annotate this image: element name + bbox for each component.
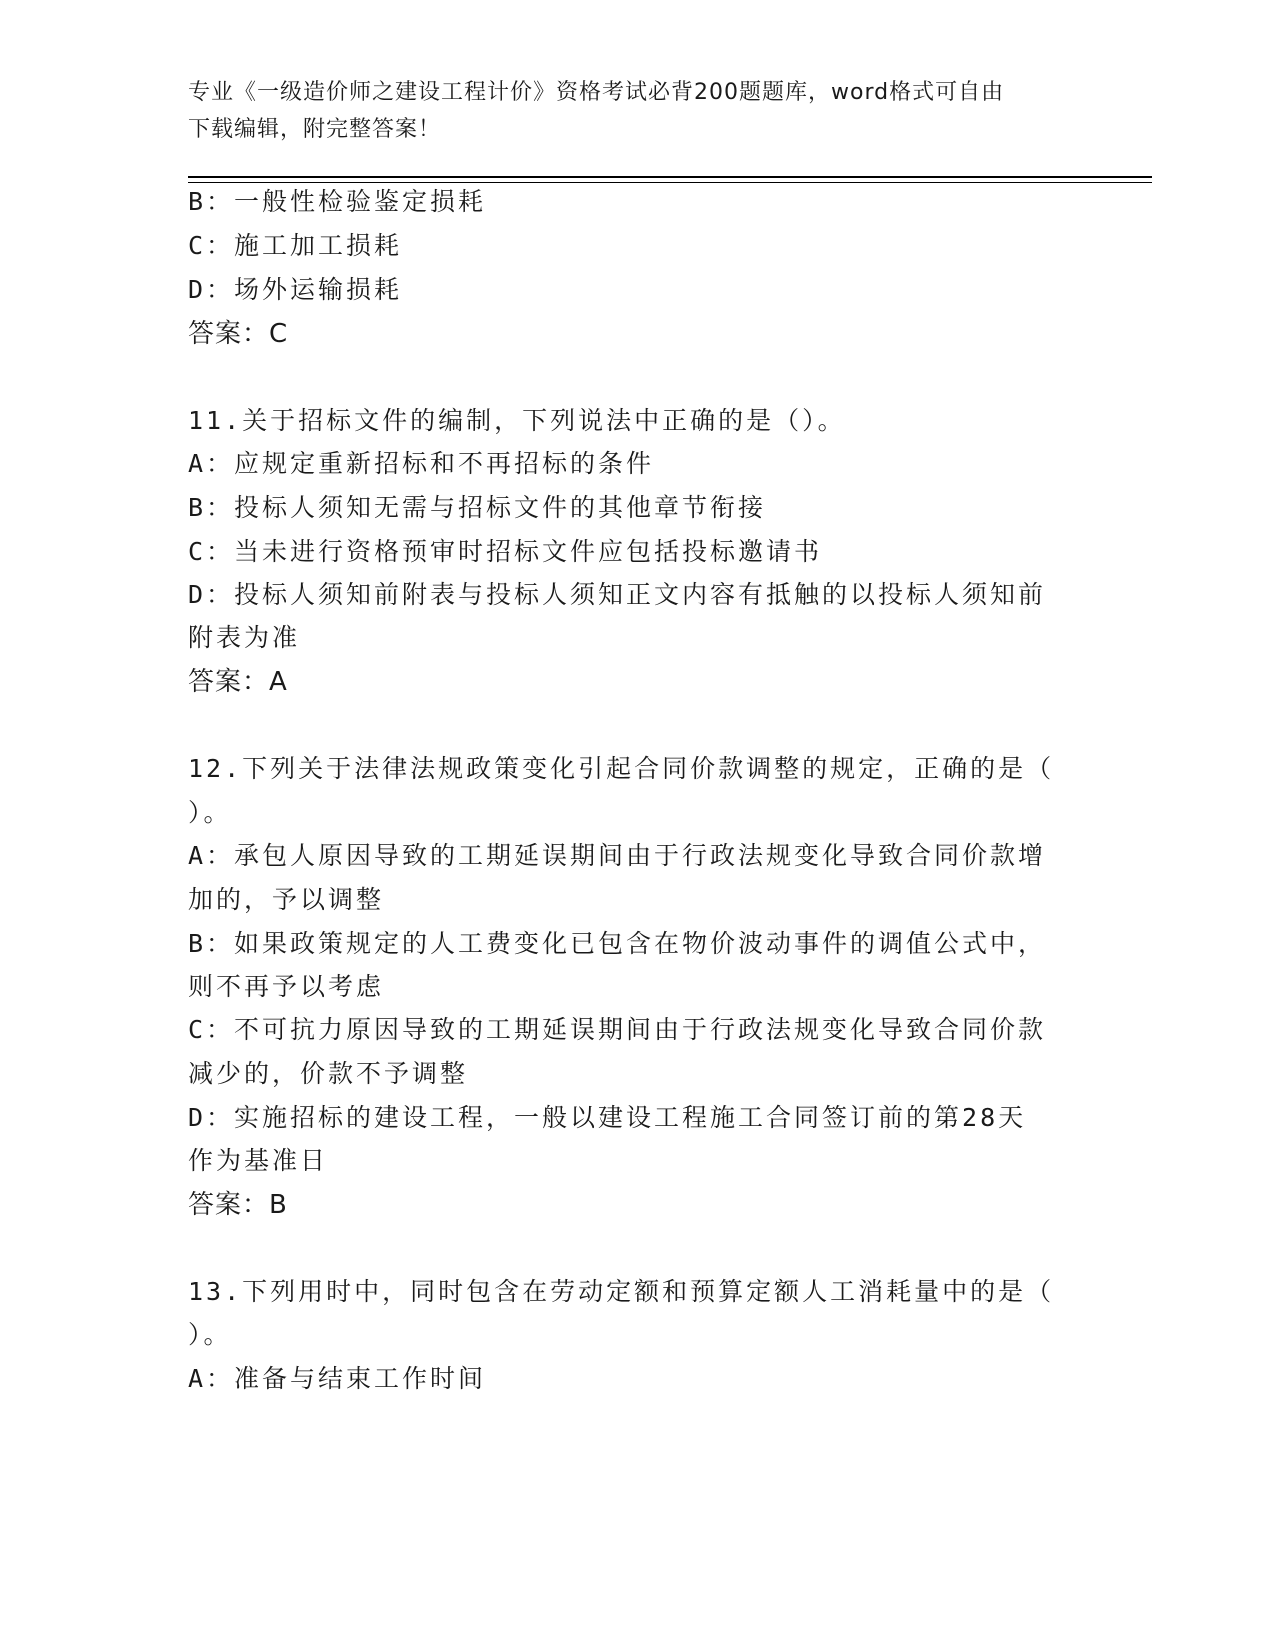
q12-option-c-line-2: 减少的，价款不予调整	[188, 1059, 469, 1088]
header-line-2: 下载编辑，附完整答案！	[188, 117, 442, 142]
q12-option-d-line-1: D：实施招标的建设工程，一般以建设工程施工合同签订前的第28天	[188, 1103, 1027, 1132]
q12-stem-line-1: 12.下列关于法律法规政策变化引起合同价款调整的规定，正确的是（	[188, 754, 1055, 783]
header-line-1: 专业《一级造价师之建设工程计价》资格考试必背200题题库，word格式可自由	[188, 80, 1005, 105]
q12-option-b-line-2: 则不再予以考虑	[188, 972, 385, 1001]
header-text	[188, 74, 1088, 148]
q10-option-d: D：场外运输损耗	[188, 275, 403, 304]
q12-option-b-line-1: B：如果政策规定的人工费变化已包含在物价波动事件的调值公式中，	[188, 929, 1047, 958]
header-rule-thick	[188, 176, 1152, 178]
q12-stem-line-2: ）。	[188, 798, 232, 827]
q11-option-d-line-1: D：投标人须知前附表与投标人须知正文内容有抵触的以投标人须知前	[188, 580, 1047, 609]
q12-answer: 答案：B	[188, 1190, 288, 1220]
q11-option-c: C：当未进行资格预审时招标文件应包括投标邀请书	[188, 537, 823, 566]
q11-option-d-line-2: 附表为准	[188, 623, 301, 652]
q11-stem: 11.关于招标文件的编制，下列说法中正确的是（）。	[188, 406, 846, 435]
q10-option-c: C：施工加工损耗	[188, 231, 403, 260]
q13-option-a: A：准备与结束工作时间	[188, 1364, 487, 1393]
q10-answer: 答案：C	[188, 319, 289, 349]
q11-option-b: B：投标人须知无需与招标文件的其他章节衔接	[188, 493, 767, 522]
q10-option-b: B：一般性检验鉴定损耗	[188, 187, 487, 216]
q13-stem-line-2: ）。	[188, 1320, 232, 1349]
q12-option-d-line-2: 作为基准日	[188, 1146, 329, 1175]
q12-option-a-line-1: A：承包人原因导致的工期延误期间由于行政法规变化导致合同价款增	[188, 841, 1047, 870]
q12-option-c-line-1: C：不可抗力原因导致的工期延误期间由于行政法规变化导致合同价款	[188, 1015, 1047, 1044]
q13-stem-line-1: 13.下列用时中，同时包含在劳动定额和预算定额人工消耗量中的是（	[188, 1277, 1055, 1306]
q12-option-a-line-2: 加的，予以调整	[188, 885, 385, 914]
header-rule-thin	[188, 182, 1152, 183]
q11-option-a: A：应规定重新招标和不再招标的条件	[188, 449, 655, 478]
q11-answer: 答案：A	[188, 667, 288, 697]
